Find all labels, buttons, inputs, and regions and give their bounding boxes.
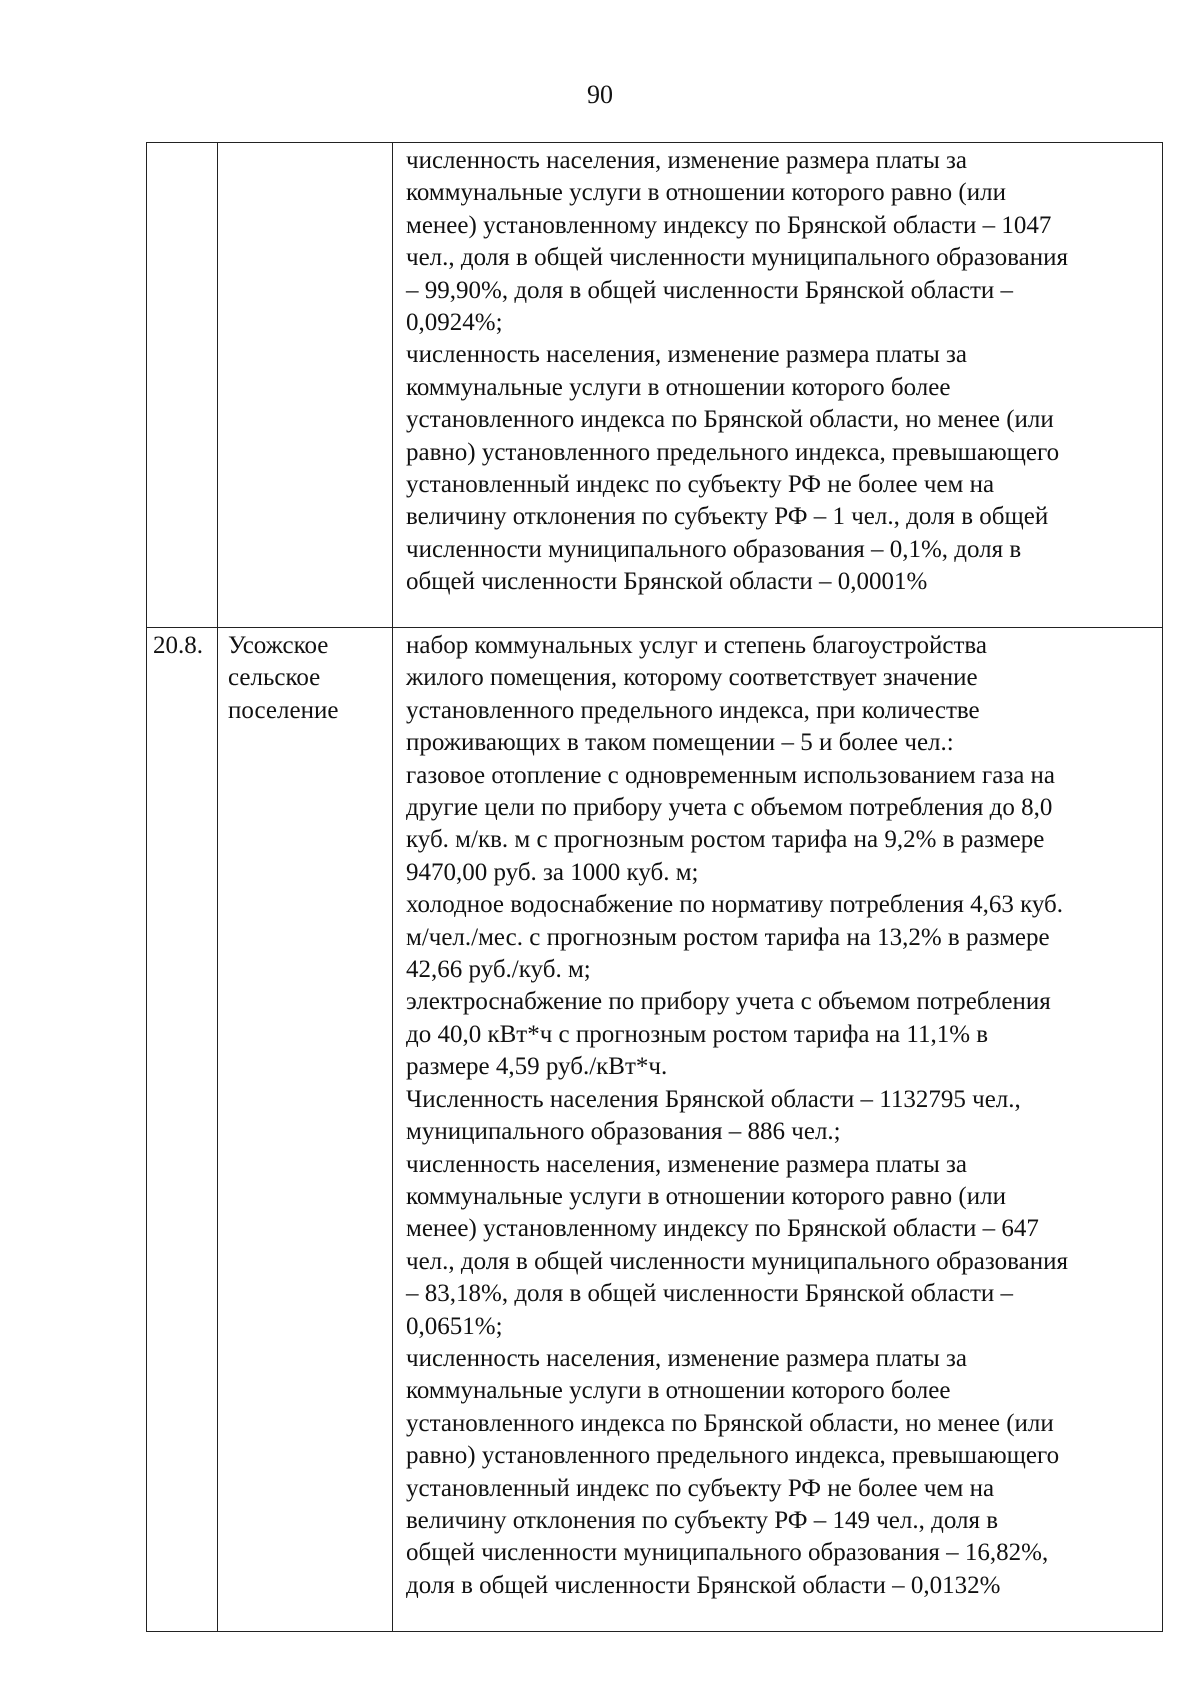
description-paragraph: численность населения, изменение размера платы за коммунальные услуги в отношении которого равно (или менее) установленному индексу по Брянской области – 647 чел., доля в общей численности муниципального образования – 83,18%, доля в общей численности Брянской области – 0,0651%; [406,1150,1068,1340]
row-number-cell: 20.8. [147,628,218,1632]
document-table [146,142,1163,1632]
description-paragraph: набор коммунальных услуг и степень благоустройства жилого помещения, которому соответствует значение установленного предельного индекса, при количестве проживающих в таком помещении – 5 и более чел.: [406,632,987,757]
description-paragraph: численность населения, изменение размера платы за коммунальные услуги в отношении которого более установленного индекса по Брянской области, но менее (или равно) установленного предельного индекса, превышающего установленный индекс по субъекту РФ не более чем на величину отклонения по субъекту РФ – 149 чел., доля в общей численности муниципального образования – 16,82%, доля в общей численности Брянской области – 0,0132% [406,1344,1060,1599]
row-number-cell [147,143,218,628]
description-paragraph: численность населения, изменение размера платы за коммунальные услуги в отношении которого более установленного индекса по Брянской области, но менее (или равно) установленного предельного индекса, превышающего установленный индекс по субъекту РФ не более чем на величину отклонения по субъекту РФ – 1 чел., доля в общей численности муниципального образования – 0,1%, доля в общей численности Брянской области – 0,0001% [406,341,1060,596]
description-paragraph: газовое отопление с одновременным использованием газа на другие цели по прибору учета с объемом потребления до 8,0 куб. м/кв. м с прогнозным ростом тарифа на 9,2% в размере 9470,00 руб. за 1000 куб. м; [406,761,1056,886]
municipality-name: Усожское сельское поселение [228,632,339,724]
description-paragraph: численность населения, изменение размера платы за коммунальные услуги в отношении которого равно (или менее) установленному индексу по Брянской области – 1047 чел., доля в общей численности муниципального образования – 99,90%, доля в общей численности Брянской области – 0,0924%; [406,147,1068,337]
municipality-name-cell [218,143,393,628]
table-row [147,143,1163,628]
description-cell [393,628,1163,1632]
description-paragraph: электроснабжение по прибору учета с объемом потребления до 40,0 кВт*ч с прогнозным ростом тарифа на 11,1% в размере 4,59 руб./кВт*ч. [406,988,1051,1081]
description-cell [393,143,1163,628]
description-paragraph: Численность населения Брянской области – 1132795 чел., муниципального образования – 886 чел.; [406,1085,1021,1146]
municipality-name-cell [218,628,393,1632]
page-number: 90 [587,80,613,109]
description-paragraph: холодное водоснабжение по нормативу потребления 4,63 куб. м/чел./мес. с прогнозным ростом тарифа на 13,2% в размере 42,66 руб./куб. м; [406,891,1064,984]
table-row [147,628,1163,1632]
